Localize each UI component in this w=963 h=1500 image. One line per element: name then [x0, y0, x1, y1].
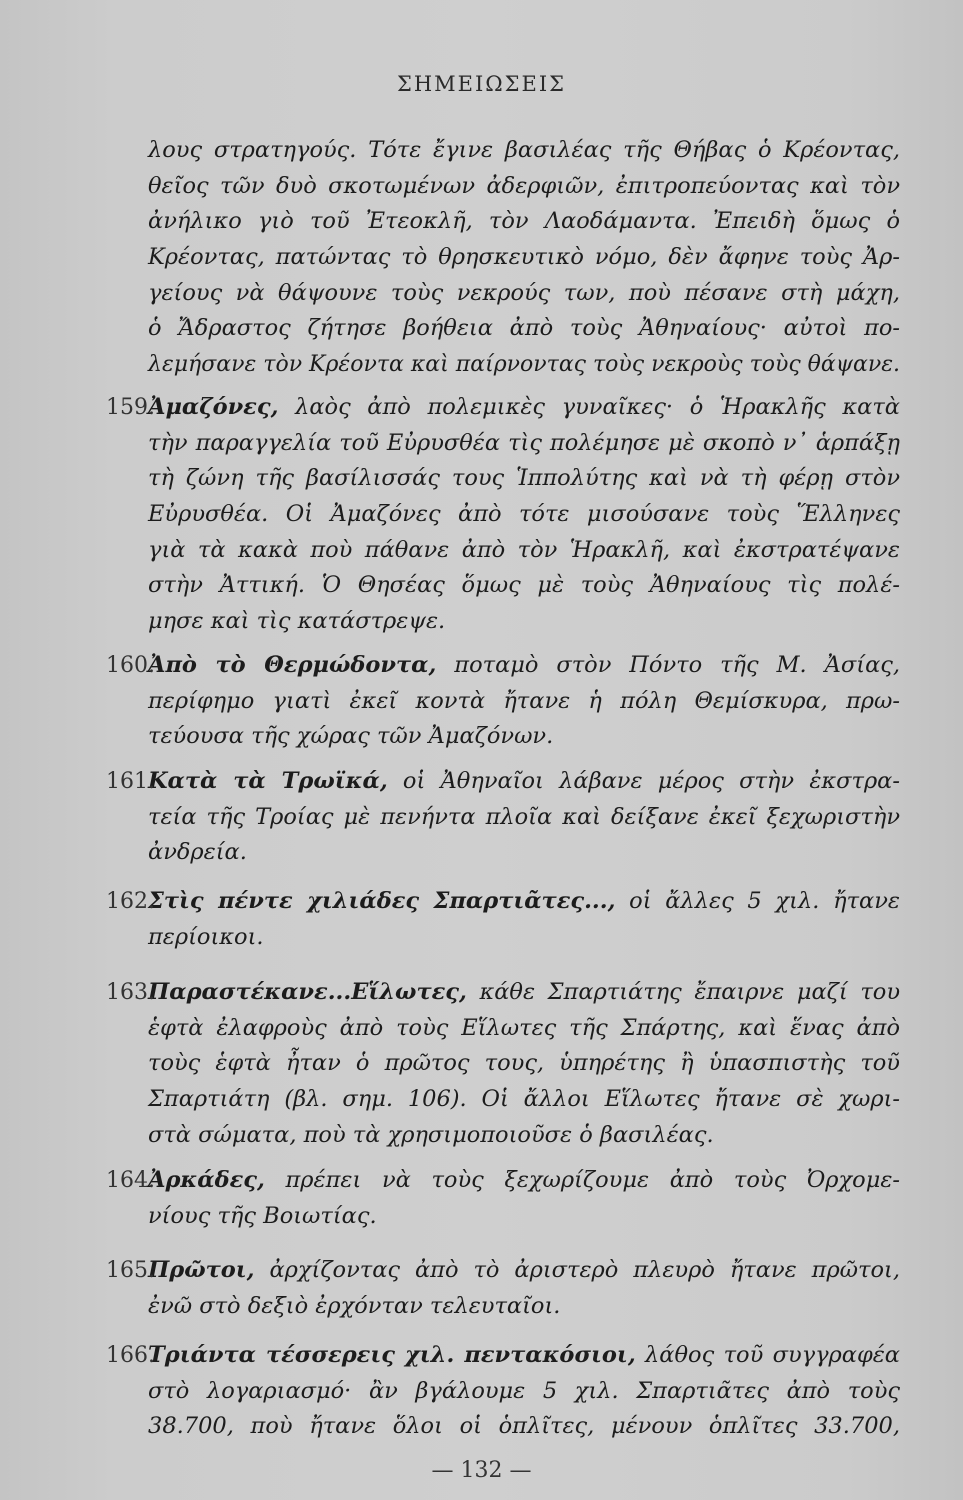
note-160 — [106, 648, 901, 755]
note-number: 161. — [106, 769, 155, 794]
note-number: 165. — [106, 1258, 155, 1283]
text-line: Σπαρτιάτη (βλ. σημ. 106). Οἱ ἄλλοι Εἵλωτες ἤτανε σὲ χωρι- — [148, 1086, 900, 1113]
text-line: περίοικοι. — [148, 923, 264, 950]
text-line: στὰ σώματα, ποὺ τὰ χρησιμοποιοῦσε ὁ βασιλέας. — [148, 1121, 714, 1148]
text-line: ἀνήλικο γιὸ τοῦ Ἐτεοκλῆ, τὸν Λαοδάμαντα. Ἐπειδὴ ὅμως ὁ — [148, 208, 900, 235]
page-number: — 132 — — [431, 1458, 532, 1483]
note-first-line — [106, 1163, 900, 1199]
text-line: μησε καὶ τὶς κατάστρεψε. — [148, 608, 446, 635]
note-text: οἱ Ἀθηναῖοι λάβανε μέρος στὴν ἐκστρα- — [402, 768, 900, 794]
text-line: ἀνδρεία. — [148, 839, 247, 866]
note-first-line — [106, 1338, 901, 1374]
note-term: Ἀρκάδες, — [148, 1167, 265, 1193]
note-text: λάθος τοῦ συγγραφέα — [645, 1342, 901, 1368]
text-line: 38.700, ποὺ ἤτανε ὅλοι οἱ ὁπλῖτες, μένουν ὁπλῖτες 33.700, — [148, 1413, 900, 1440]
text-line: λους στρατηγούς. Τότε ἔγινε βασιλέας τῆς Θήβας ὁ Κρέοντας, — [148, 137, 900, 163]
note-term: Πρῶτοι, — [148, 1257, 255, 1283]
text-line: ὁ Ἄδραστος ζήτησε βοήθεια ἀπὸ τοὺς Ἀθηναίους· αὐτοὶ πο- — [148, 315, 900, 342]
note-number: 166. — [106, 1343, 155, 1368]
note-166 — [106, 1338, 901, 1445]
text-line: τὴν παραγγελία τοῦ Εὐρυσθέα τὶς πολέμησε μὲ σκοπὸ ν᾽ ἁρπάξῃ — [148, 429, 900, 456]
text-line: τὴ ζώνη τῆς βασίλισσάς τους Ἱππολύτης καὶ νὰ τὴ φέρῃ στὸν — [148, 465, 900, 492]
note-first-line — [106, 1253, 900, 1289]
note-number: 160. — [106, 653, 155, 678]
text-line: Εὐρυσθέα. Οἱ Ἀμαζόνες ἀπὸ τότε μισούσανε τοὺς Ἕλληνες — [148, 501, 900, 528]
text-line: περίφημο γιατὶ ἐκεῖ κοντὰ ἤτανε ἡ πόλη Θεμίσκυρα, πρω- — [148, 687, 900, 714]
note-term: Ἀπὸ τὸ Θερμώδοντα, — [148, 652, 437, 678]
note-text: ἀρχίζοντας ἀπὸ τὸ ἀριστερὸ πλευρὸ ἤτανε πρῶτοι, — [269, 1257, 900, 1283]
note-163 — [106, 975, 901, 1153]
note-term: Ἀμαζόνες, — [148, 394, 279, 420]
text-line: τοὺς ἑφτὰ ἦταν ὁ πρῶτος τους, ὑπηρέτης ἢ ὑπασπιστὴς τοῦ — [148, 1050, 900, 1077]
note-first-line — [106, 975, 901, 1011]
note-159 — [106, 390, 901, 640]
note-164 — [106, 1163, 900, 1234]
note-text: λαὸς ἀπὸ πολεμικὲς γυναῖκες· ὁ Ἡρακλῆς κατὰ — [295, 394, 901, 420]
text-line: στὴν Ἀττική. Ὁ Θησέας ὅμως μὲ τοὺς Ἀθηναίους τὶς πολέ- — [148, 572, 900, 599]
running-header: ΣΗΜΕΙΩΣΕΙΣ — [396, 72, 567, 96]
note-number: 163. — [106, 980, 155, 1005]
note-165 — [106, 1253, 900, 1324]
note-term: Κατὰ τὰ Τρωϊκά, — [148, 768, 388, 794]
note-text: οἱ ἄλλες 5 χιλ. ἤτανε — [629, 888, 900, 914]
text-line: τεύουσα τῆς χώρας τῶν Ἀμαζόνων. — [148, 723, 554, 750]
note-first-line — [106, 884, 900, 920]
intro-paragraph — [148, 133, 900, 383]
text-line: νίους τῆς Βοιωτίας. — [148, 1202, 377, 1229]
note-162 — [106, 884, 900, 955]
text-line: θεῖος τῶν δυὸ σκοτωμένων ἀδερφιῶν, ἐπιτροπεύοντας καὶ τὸν — [148, 172, 900, 199]
text-line: γιὰ τὰ κακὰ ποὺ πάθανε ἀπὸ τὸν Ἡρακλῆ, καὶ ἐκστρατέψανε — [148, 536, 900, 563]
note-text: πρέπει νὰ τοὺς ξεχωρίζουμε ἀπὸ τοὺς Ὀρχομε- — [285, 1167, 900, 1193]
text-line: Κρέοντας, πατώντας τὸ θρησκευτικὸ νόμο, δὲν ἄφηνε τοὺς Ἀρ- — [148, 244, 900, 271]
text-line: στὸ λογαριασμό· ἂν βγάλουμε 5 χιλ. Σπαρτιᾶτες ἀπὸ τοὺς — [148, 1377, 900, 1404]
text-line: τεία τῆς Τροίας μὲ πενήντα πλοῖα καὶ δείξανε ἐκεῖ ξεχωριστὴν — [148, 803, 900, 830]
note-text: κάθε Σπαρτιάτης ἔπαιρνε μαζί του — [479, 979, 901, 1005]
note-term: Τριάντα τέσσερεις χιλ. πεντακόσιοι, — [148, 1342, 636, 1368]
note-first-line — [106, 764, 900, 800]
text-line: ἐνῶ στὸ δεξιὸ ἐρχόνταν τελευταῖοι. — [148, 1292, 561, 1319]
text-line: λεμήσανε τὸν Κρέοντα καὶ παίρνοντας τοὺς νεκροὺς τοὺς θάψανε. — [148, 352, 901, 378]
note-number: 162. — [106, 889, 155, 914]
note-number: 164. — [106, 1168, 155, 1193]
note-term: Στὶς πέντε χιλιάδες Σπαρτιᾶτες..., — [148, 888, 616, 914]
text-line: ἑφτὰ ἐλαφροὺς ἀπὸ τοὺς Εἵλωτες τῆς Σπάρτης, καὶ ἕνας ἀπὸ — [148, 1014, 900, 1041]
note-first-line — [106, 648, 901, 684]
note-number: 159. — [106, 395, 155, 420]
note-text: ποταμὸ στὸν Πόντο τῆς Μ. Ἀσίας, — [454, 652, 901, 678]
note-first-line — [106, 390, 901, 426]
note-term: Παραστέκανε...Εἵλωτες, — [148, 979, 467, 1005]
text-line: γείους νὰ θάψουνε τοὺς νεκρούς των, ποὺ πέσανε στὴ μάχη, — [148, 279, 900, 306]
note-161 — [106, 764, 900, 871]
